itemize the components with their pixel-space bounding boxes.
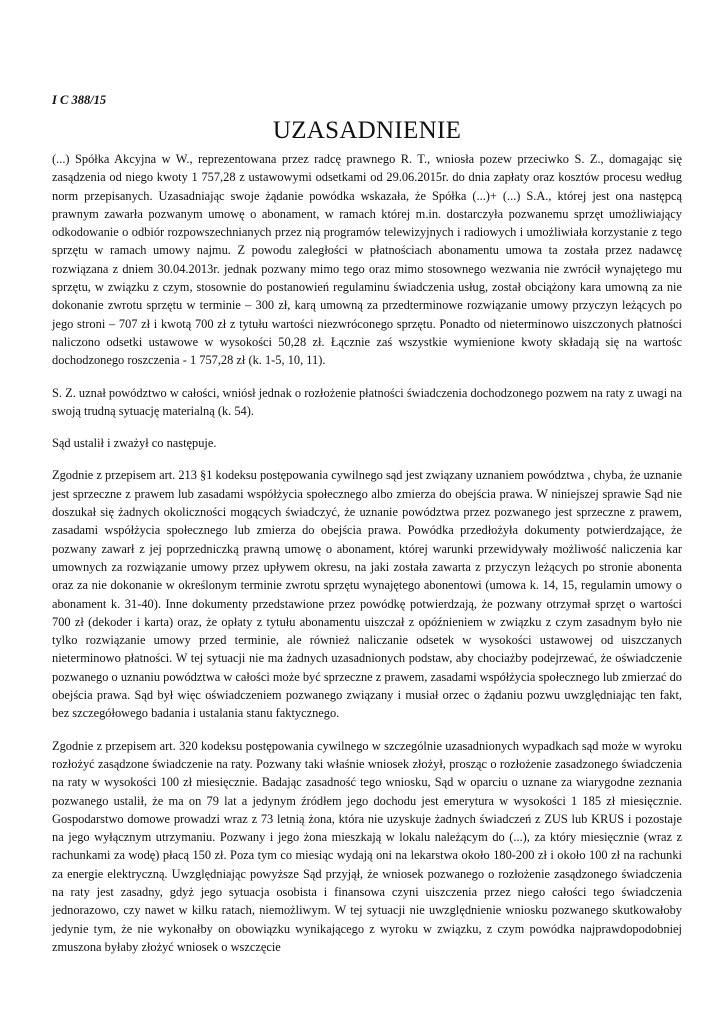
paragraph-acknowledgement: S. Z. uznał powództwo w całości, wniósł jednak o rozłożenie płatności świadczenia dochodzonego pozwem na raty z uwagi na swoją trudną sytuację materialną (k. 54). (52, 385, 682, 418)
paragraph-claim: (...) Spółka Akcyjna w W., reprezentowana przez radcę prawnego R. T., wniosła pozew przeciwko S. Z., domagając się zasądzenia od niego kwoty 1 757,28 z ustawowymi odsetkami od 29.06.2015r. do dnia zapłaty oraz kosztów procesu według norm przepisanych. Uzasadniając swoje żądanie powódka wskazała, że Spółka (...)+ (...) S.A., której jest ona następcą prawnym zawarła pozwanym umowę o abonament, w ramach której m.in. dostarczyła pozwanemu sprzęt umożliwiający odkodowanie o odbiór rozpowszechnianych przez nią programów telewizyjnych i radiowych i umożliwiała korzystanie z tego sprzętu w ramach umowy najmu. Z powodu zaległości w płatnościach abonamentu umowa ta została przez nadawcę rozwiązana z dniem 30.04.2013r. jednak pozwany mimo tego oraz mimo stosownego wezwania nie zwrócił wynajętego mu sprzętu, w związku z czym, stosownie do postanowień regulaminu świadczenia usług, został obciążony kara umowną za nie dokonanie zwrotu sprzętu w terminie – 300 zł, karą umowną za przedterminowe rozwiązanie umowy przyczyn leżących po jego stroni – 707 zł i kwotą 700 zł z tytułu wartości niezwróconego sprzętu. Ponadto od nieterminowo uiszczonych płatności naliczono odsetki ustawowe w wysokości 50,28 zł. Łącznie zaś wszystkie wymienione kwoty składają się na wartośc dochodzonego roszczenia - 1 757,28 zł (k. 1-5, 10, 11). (52, 152, 682, 368)
paragraph-art-213: Zgodnie z przepisem art. 213 §1 kodeksu postępowania cywilnego sąd jest związany uznaniem powództwa , chyba, że uznanie jest sprzeczne z prawem lub zasadami współżycia społecznego albo zmierza do obejścia prawa. W niniejszej sprawie Sąd nie doszukał się żadnych okoliczności mogących świadczyć, że uznanie powództwa przez pozwanego jest sprzeczne z prawem, zasadami współżycia społecznego lub zmierza do obejścia prawa. Powódka przedłożyła dokumenty potwierdzające, że pozwany zawarł z jej poprzedniczką prawną umowę o abonament, której warunki przewidywały możliwość naliczenia kar umownych za rozwiązanie umowy przez upływem okresu, na jaki została zawarta z przyczyn leżących po stronie abonenta oraz za nie dokonanie w określonym terminie zwrotu sprzętu wynajętego abonentowi (umowa k. 14, 15, regulamin umowy o abonament k. 31-40). Inne dokumenty przedstawione przez powódkę potwierdzają, że pozwany otrzymał sprzęt o wartości 700 zł (dekoder i karta) oraz, że opłaty z tytułu abonamentu uiszczał z opóźnieniem w związku z czym zasadnym było nie tylko rozwiązanie umowy przed terminie, ale również naliczanie odsetek w wysokości ustawowej od uiszczanych nieterminowo płatności. W tej sytuacji nie ma żadnych uzasadnionych podstaw, aby chociażby podejrzewać, że oświadczenie pozwanego o uznaniu powództwa w całości może być sprzeczne z prawem, zasadami współżycia społecznego lub zmierzać do obejścia prawa. Sąd był więc oświadczeniem pozwanego związany i musiał orzec o żądaniu pozwu uwzględniając ten fakt, bez szczegółowego badania i ustalania stanu faktycznego. (52, 468, 682, 721)
paragraph-art-320: Zgodnie z przepisem art. 320 kodeksu postępowania cywilnego w szczególnie uzasadnionych wypadkach sąd może w wyroku rozłożyć zasądzone świadczenie na raty. Pozwany taki właśnie wniosek złożył, prosząc o rozłożenie zasadzonego świadczenia na raty w wysokości 100 zł miesięcznie. Badając zasadność tego wniosku, Sąd w oparciu o uznane za wiarygodne zeznania pozwanego ustalił, że ma on 79 lat a jedynym źródłem jego dochodu jest emerytura w wysokości 1 185 zł miesięcznie. Gospodarstwo domowe prowadzi wraz z 73 letnią żona, która nie uzyskuje żadnych świadczeń z ZUS lub KRUS i pozostaje na jego wyłącznym utrzymaniu. Pozwany i jego żona mieszkają w lokalu należącym do (...), za który miesięcznie (wraz z rachunkami za wodę) płacą 150 zł. Poza tym co miesiąc wydają oni na lekarstwa około 180-200 zł i około 100 zł na rachunki za energie elektryczną. Uwzględniając powyższe Sąd przyjął, że wniosek pozwanego o rozłożenie zasądzonego świadczenia na raty jest zasadny, gdyż jego sytuacja osobista i finansowa czyni uiszczenia przez niego całości tego świadczenia jednorazowo, czy nawet w kilku ratach, niemożliwym. W tej sytuacji nie uwzględnienie wniosku pozwanego skutkowałoby jedynie tym, że nie wykonałby on obowiązku wynikającego z wyroku w związku, z czym powódka najprawdopodobniej zmuszona byłaby złożyć wniosek o wszczęcie (52, 738, 682, 954)
document-title: UZASADNIENIE (272, 117, 462, 144)
case-number: I C 388/15 (52, 93, 107, 107)
document-page (52, 92, 682, 970)
paragraph-findings-intro: Sąd ustalił i zważył co następuje. (52, 436, 217, 451)
